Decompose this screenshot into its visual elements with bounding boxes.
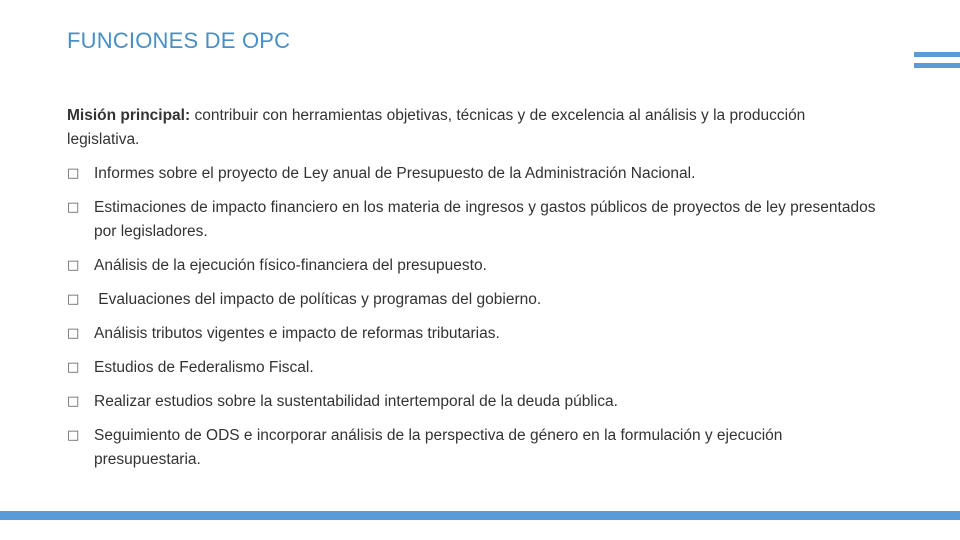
mission-label: Misión principal: <box>67 107 191 124</box>
list-item-text: Realizar estudios sobre la sustentabilidad intertemporal de la deuda pública. <box>94 393 618 410</box>
mission-statement <box>67 104 867 152</box>
list-item <box>67 356 877 380</box>
bullet-icon: □ <box>67 428 80 443</box>
list-item <box>67 322 877 346</box>
mission-text: contribuir con herramientas objetivas, técnicas y de excelencia al análisis y la producción legislativa. <box>67 107 806 148</box>
decorative-bar <box>914 63 960 68</box>
bullet-icon: □ <box>67 360 80 375</box>
bullet-icon: □ <box>67 326 80 341</box>
decorative-bar <box>914 52 960 57</box>
list-item-text: Estudios de Federalismo Fiscal. <box>94 359 314 376</box>
list-item-text: Estimaciones de impacto financiero en los materia de ingresos y gastos públicos de proyectos de ley presentados por legisladores. <box>94 199 876 240</box>
bullet-icon: □ <box>67 258 80 273</box>
list-item <box>67 254 877 278</box>
list-item-text: Evaluaciones del impacto de políticas y programas del gobierno. <box>94 291 542 308</box>
bottom-accent-bar <box>0 511 960 520</box>
slide-title: FUNCIONES DE OPC <box>67 28 291 53</box>
list-item-text: Seguimiento de ODS e incorporar análisis de la perspectiva de género en la formulación y ejecución presupuestaria. <box>94 427 783 468</box>
list-item-text: Análisis tributos vigentes e impacto de reformas tributarias. <box>94 325 500 342</box>
bullet-icon: □ <box>67 166 80 181</box>
list-item <box>67 288 877 312</box>
bullet-icon: □ <box>67 200 80 215</box>
list-item <box>67 424 877 472</box>
bullet-icon: □ <box>67 394 80 409</box>
functions-list <box>67 162 877 472</box>
list-item-text: Informes sobre el proyecto de Ley anual de Presupuesto de la Administración Nacional. <box>94 165 696 182</box>
list-item <box>67 162 877 186</box>
bullet-icon: □ <box>67 292 80 307</box>
decorative-bars <box>914 52 960 74</box>
list-item <box>67 196 877 244</box>
list-item-text: Análisis de la ejecución físico-financiera del presupuesto. <box>94 257 487 274</box>
list-item <box>67 390 877 414</box>
